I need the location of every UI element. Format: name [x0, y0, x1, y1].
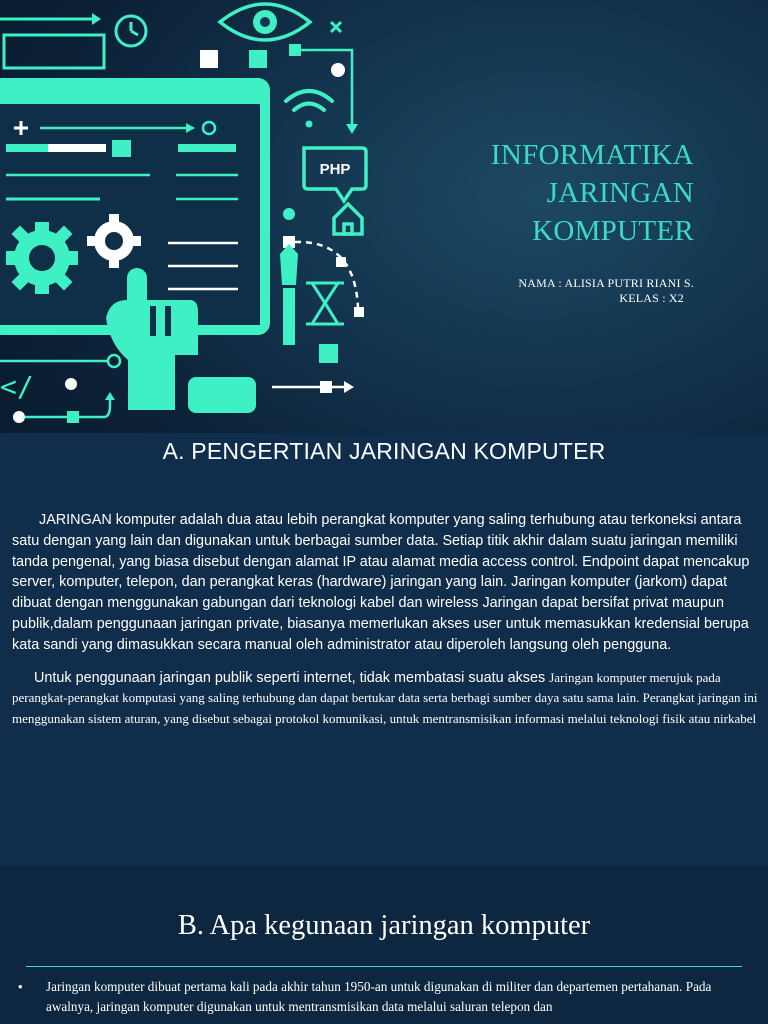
arrow-right-icon: [272, 381, 354, 393]
divider: [26, 966, 742, 967]
circle-shape: [108, 355, 120, 367]
square-shape: [336, 257, 346, 267]
list-item: [18, 977, 742, 1017]
square-shape: [319, 344, 338, 363]
eye-icon: [220, 4, 310, 40]
gear-icon: [6, 222, 78, 294]
connector-arrow: [289, 44, 358, 134]
list-item-text: Jaringan komputer dibuat pertama kali pada akhir tahun 1950-an untuk digunakan di militer dan departemen pertahanan. Pada awalnya, jaringan komputer digunakan untuk mentransmisikan data melalui saluran telepon dan: [46, 979, 712, 1014]
slide-body: [12, 510, 758, 729]
square-shape: [249, 50, 267, 68]
square-shape: [354, 307, 364, 317]
php-label: PHP: [319, 161, 351, 178]
php-speech-bubble-icon: [304, 148, 366, 201]
presentation-title: [491, 136, 694, 250]
home-icon: [334, 204, 362, 234]
author-class: KELAS : X2: [619, 291, 684, 305]
square-shape: [200, 50, 218, 68]
title-line: INFORMATIKA: [490, 139, 694, 171]
title-line: JARINGAN: [546, 177, 694, 209]
section-heading: A. PENGERTIAN JARINGAN KOMPUTER: [162, 438, 606, 464]
code-tag-icon: </: [0, 370, 34, 403]
author-name: NAMA : ALISIA PUTRI RIANI S.: [518, 276, 694, 290]
wifi-icon: [286, 91, 332, 128]
definition-slide: [0, 433, 768, 866]
paragraph-text: Untuk penggunaan jaringan publik seperti internet, tidak membatasi suatu akses: [34, 669, 550, 686]
hourglass-icon: [306, 283, 344, 324]
button-shape: [188, 377, 256, 413]
author-info: [518, 276, 694, 306]
title-slide: [0, 0, 768, 433]
paragraph: [12, 668, 758, 730]
close-icon: [331, 22, 341, 32]
tech-illustration: [0, 0, 380, 433]
clock-icon: [116, 16, 146, 46]
usage-slide: [0, 866, 768, 1024]
section-heading: B. Apa kegunaan jaringan komputer: [177, 910, 591, 941]
title-line: KOMPUTER: [532, 215, 694, 247]
bullet-icon: •: [18, 979, 23, 994]
paragraph: JARINGAN komputer adalah dua atau lebih perangkat komputer yang saling terhubung atau terkoneksi antara satu dengan yang lain dan digunakan untuk berbagai sumber data. Setiap titik akhir dalam suatu jaringan memiliki tanda pengenal, yang biasa disebut dengan alamat IP atau alamat media access control. Endpoint dapat mencakup server, komputer, telepon, dan perangkat keras (hardware) jaringan yang lain. Jaringan komputer (jarkom) dapat dibuat dengan menggunakan gabungan dari teknologi kabel dan wireless Jaringan dapat bersifat privat maupun publik,dalam penggunaan jaringan private, biasanya memerlukan akses user untuk memasukkan kredensial berupa kata sandi yang dimasukkan secara manual oleh administrator atau diperoleh langsung oleh pengguna.: [12, 512, 750, 653]
paragraph-text: Jaringan komputer merujuk pada perangkat-perangkat komputasi yang saling terhubung dan dapat bertukar data serta berbagi sumber daya satu sama lain. Perangkat jaringan ini menggunakan sistem aturan, yang disebut sebagai protokol komunikasi, untuk mentransmisikan informasi melalui teknologi fisik atau nirkabel: [12, 669, 758, 726]
pen-nib-icon: [280, 208, 298, 345]
arrow-right-icon: [0, 13, 101, 25]
label-box: [4, 35, 104, 68]
